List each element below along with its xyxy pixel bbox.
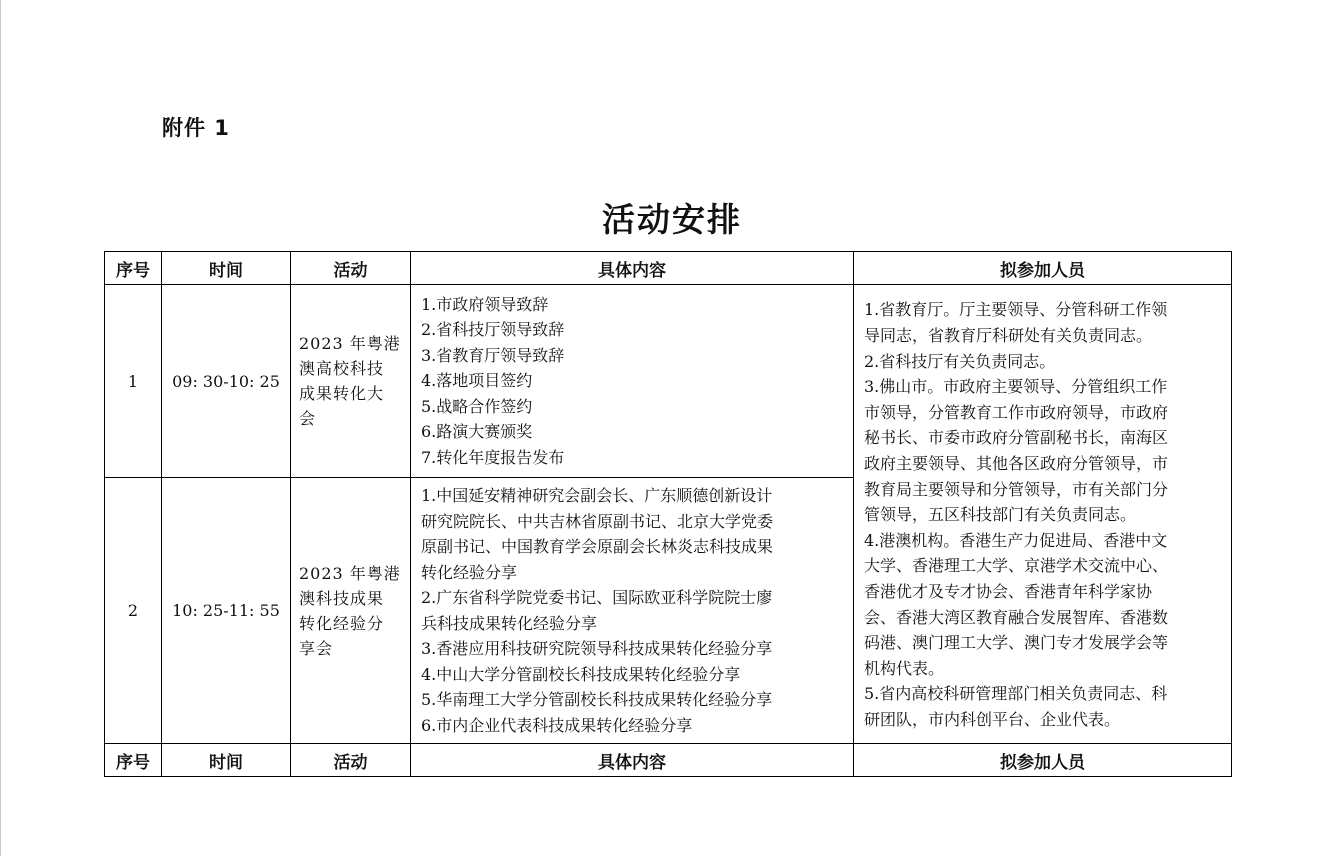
attendees-line: 2.省科技厅有关负责同志。	[864, 351, 1056, 371]
table-row	[105, 285, 1232, 478]
attendees-line: 3.佛山市。市政府主要领导、分管组织工作	[864, 377, 1168, 397]
activity-line: 2023 年粤港	[299, 334, 401, 353]
attendees-line: 管领导，五区科技部门有关负责同志。	[864, 505, 1137, 525]
header-attendees: 拟参加人员	[854, 252, 1232, 285]
activity-line: 会	[299, 409, 317, 428]
header-time: 时间	[162, 744, 291, 777]
content-line: 1.中国延安精神研究会副会长、广东顺德创新设计	[421, 486, 773, 505]
row-activity	[291, 478, 411, 744]
header-seq: 序号	[105, 744, 162, 777]
header-activity: 活动	[291, 744, 411, 777]
attendees-line: 香港优才及专才协会、香港青年科学家协	[864, 581, 1153, 601]
attendees-line: 1.省教育厅。厅主要领导、分管科研工作领	[864, 300, 1168, 320]
attachment-label: 附件 1	[162, 116, 230, 140]
header-attendees: 拟参加人员	[854, 744, 1232, 777]
row-content	[411, 478, 854, 744]
activity-line: 转化经验分	[299, 613, 385, 633]
row-time: 10: 25-11: 55	[162, 478, 291, 744]
table-footer-header-row	[105, 744, 1232, 777]
attendees-line: 机构代表。	[864, 658, 945, 678]
content-line: 2.省科技厅领导致辞	[421, 320, 565, 340]
row-time: 09: 30-10: 25	[162, 285, 291, 478]
row-seq: 1	[105, 285, 162, 478]
header-seq: 序号	[105, 252, 162, 285]
attendees-line: 会、香港大湾区教育融合发展智库、香港数	[864, 607, 1169, 627]
content-line: 5.战略合作签约	[421, 396, 533, 416]
attendees-line: 市领导，分管教育工作市政府领导，市政府	[864, 402, 1169, 422]
content-line: 转化经验分享	[421, 562, 518, 582]
content-line: 1.市政府领导致辞	[421, 294, 549, 314]
page-edge-line	[0, 0, 1, 856]
activity-line: 澳科技成果	[299, 588, 385, 608]
schedule-table	[104, 251, 1232, 777]
activity-line: 成果转化大	[299, 384, 385, 403]
content-line: 4.中山大学分管副校长科技成果转化经验分享	[421, 664, 741, 684]
attendees-line: 导同志，省教育厅科研处有关负责同志。	[864, 326, 1153, 346]
content-line: 3.省教育厅领导致辞	[421, 345, 565, 365]
attendees-line: 秘书长、市委市政府分管副秘书长，南海区	[864, 428, 1169, 448]
content-line: 原副书记、中国教育学会原副会长林炎志科技成果	[421, 537, 774, 556]
activity-line: 2023 年粤港	[299, 563, 401, 583]
content-line: 4.落地项目签约	[421, 371, 533, 391]
attendees-line: 4.港澳机构。香港生产力促进局、香港中文	[864, 530, 1168, 550]
attendees-line: 5.省内高校科研管理部门相关负责同志、科	[864, 684, 1168, 704]
row-activity	[291, 285, 411, 478]
header-content: 具体内容	[411, 744, 854, 777]
header-activity: 活动	[291, 252, 411, 285]
content-line: 兵科技成果转化经验分享	[421, 613, 598, 633]
attendees-line: 研团队，市内科创平台、企业代表。	[864, 709, 1121, 729]
content-line: 研究院院长、中共吉林省原副书记、北京大学党委	[421, 511, 774, 531]
attendees-cell	[854, 285, 1232, 744]
content-line: 6.路演大赛颁奖	[421, 422, 533, 442]
activity-line: 享会	[299, 638, 334, 658]
content-line: 5.华南理工大学分管副校长科技成果转化经验分享	[421, 690, 773, 709]
row-content	[411, 285, 854, 478]
content-line: 7.转化年度报告发布	[421, 447, 565, 467]
activity-line: 澳高校科技	[299, 359, 385, 378]
content-line: 3.香港应用科技研究院领导科技成果转化经验分享	[421, 639, 773, 658]
attendees-line: 大学、香港理工大学、京港学术交流中心、	[864, 556, 1169, 576]
table-header-row	[105, 252, 1232, 285]
attendees-line: 教育局主要领导和分管领导，市有关部门分	[864, 479, 1169, 499]
attendees-line: 政府主要领导、其他各区政府分管领导，市	[864, 454, 1169, 474]
row-seq: 2	[105, 478, 162, 744]
content-line: 2.广东省科学院党委书记、国际欧亚科学院院士廖	[421, 588, 773, 607]
header-time: 时间	[162, 252, 291, 285]
attendees-line: 码港、澳门理工大学、澳门专才发展学会等	[864, 633, 1169, 653]
content-line: 6.市内企业代表科技成果转化经验分享	[421, 715, 693, 735]
document-title: 活动安排	[602, 200, 742, 239]
header-content: 具体内容	[411, 252, 854, 285]
